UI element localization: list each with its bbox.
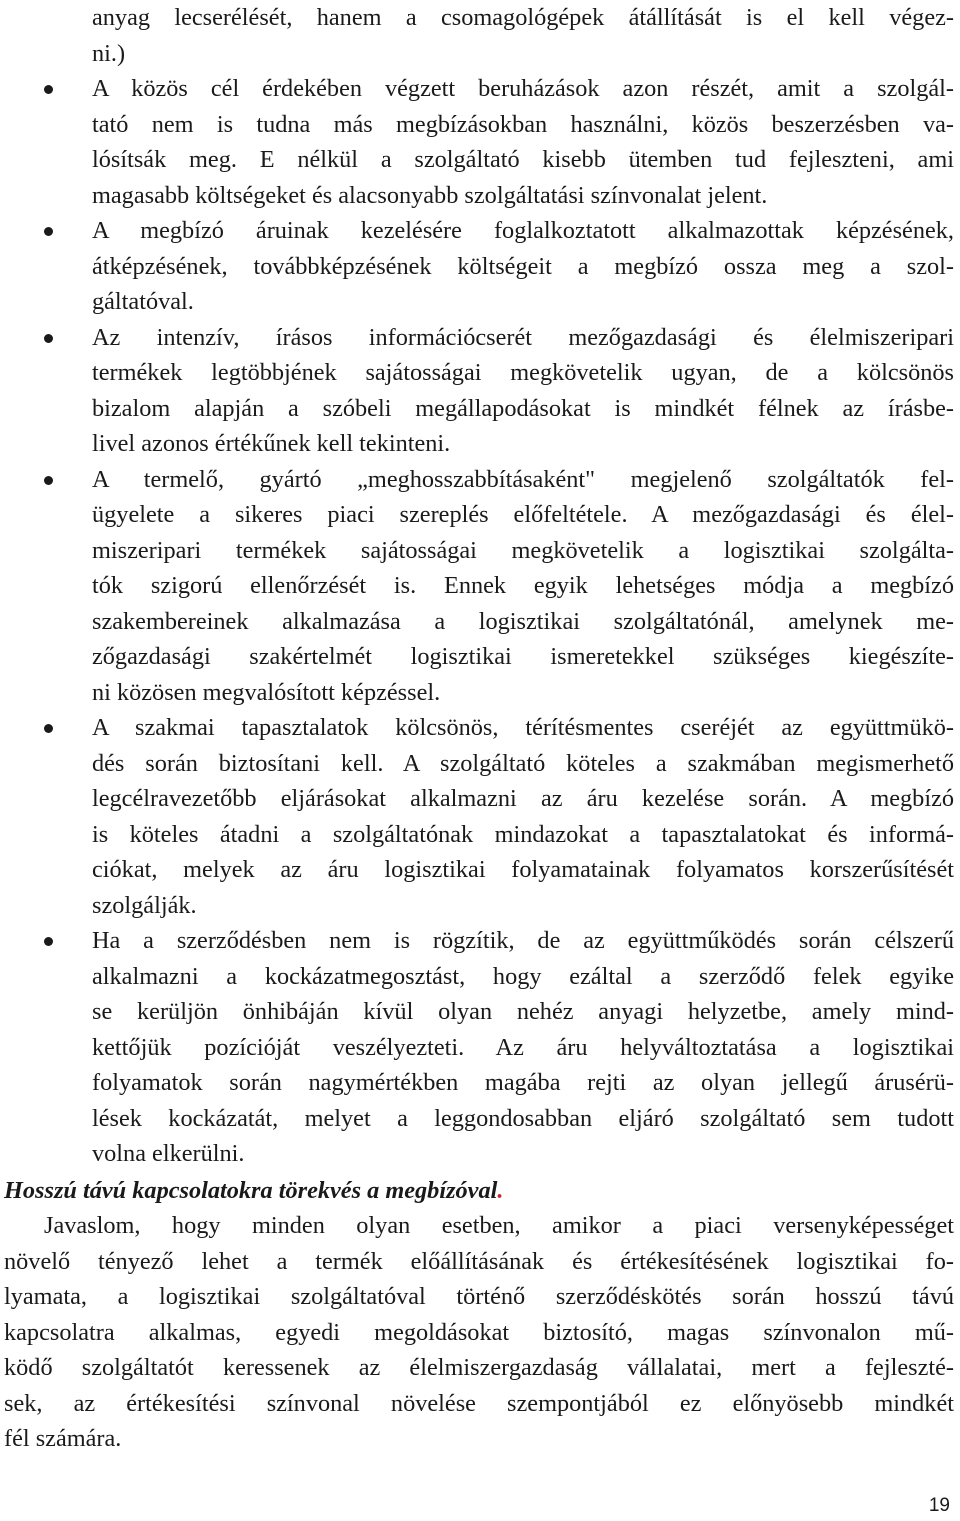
body-paragraph: [4, 1208, 954, 1457]
bullet-line: magasabb költségeket és alacsonyabb szolgáltatási színvonalat jelent.: [92, 181, 768, 209]
bullet-dot-icon: [44, 476, 53, 485]
bullet-line: legcélravezetőbb eljárásokat alkalmazni az áru kezelése során. A megbízó: [92, 785, 954, 812]
bullet-line: ügyelete a sikeres piaci szereplés előfeltétele. A mezőgazdasági és élel-: [92, 501, 954, 528]
bullet-line: Ha a szerződésben nem is rögzítik, de az együttműködés során célszerű: [92, 927, 954, 954]
bullet-line: lósítsák meg. E nélkül a szolgáltató kisebb ütemben tud fejleszteni, ami: [92, 146, 954, 173]
bullet-line: szolgálják.: [92, 891, 197, 919]
bullet-line: kettőjük pozícióját veszélyezteti. Az áru helyváltoztatása a logisztikai: [92, 1033, 954, 1061]
bullet-line: is köteles átadni a szolgáltatónak mindazokat a tapasztalatokat és informá-: [92, 820, 954, 848]
bullet-dot-icon: [44, 85, 53, 94]
bullet-line: zőgazdasági szakértelmét logisztikai ismeretekkel szükséges kiegészíte-: [92, 643, 954, 670]
body-line: Javaslom, hogy minden olyan esetben, amikor a piaci versenyképességet: [44, 1212, 954, 1239]
body-line: növelő tényező lehet a termék előállításának és értékesítésének logisztikai fo-: [4, 1247, 954, 1275]
bullet-dot-icon: [44, 227, 53, 236]
body-line: fél számára.: [4, 1425, 122, 1452]
bullet-line: volna elkerülni.: [92, 1140, 245, 1167]
bullet-dot-icon: [44, 334, 53, 343]
body-line: kapcsolatra alkalmas, egyedi megoldásokat biztosító, magas színvonalon mű-: [4, 1318, 954, 1346]
bullet-line: termékek legtöbbjének sajátosságai megkövetelik ugyan, de a kölcsönös: [92, 359, 954, 386]
bullet-line: átképzésének, továbbképzésének költségeit a megbízó ossza meg a szol-: [92, 252, 954, 280]
bullet-line: bizalom alapján a szóbeli megállapodásokat is mindkét félnek az írásbe-: [92, 394, 954, 422]
body-line: ködő szolgáltatót keressenek az élelmiszergazdaság vállalatai, mert a fejleszté-: [4, 1354, 954, 1381]
body-line: sek, az értékesítési színvonal növelése szempontjából ez előnyösebb mindkét: [4, 1389, 954, 1417]
bullet-line: szakembereinek alkalmazása a logisztikai szolgáltatónál, amelynek me-: [92, 607, 954, 635]
bullet-line: alkalmazni a kockázatmegosztást, hogy ezáltal a szerződő felek egyike: [92, 962, 954, 990]
section-title-period: .: [497, 1177, 504, 1204]
bullet-line: A közös cél érdekében végzett beruházások azon részét, amit a szolgál-: [92, 75, 954, 102]
bullet-line: folyamatok során nagymértékben magába rejti az olyan jellegű árusérü-: [92, 1069, 954, 1096]
bullet-line: gáltatóval.: [92, 288, 194, 315]
bullet-dot-icon: [44, 724, 53, 733]
section-title-text: Hosszú távú kapcsolatokra törekvés a megbízóval: [4, 1177, 498, 1204]
bullet-line: Az intenzív, írásos információcserét mezőgazdasági és élelmiszeripari: [92, 323, 954, 351]
bullet-line: miszeripari termékek sajátosságai megkövetelik a logisztikai szolgálta-: [92, 536, 954, 564]
bullet-line: dés során biztosítani kell. A szolgáltató köteles a szakmában megismerhető: [92, 749, 954, 777]
bullet-line: se kerüljön önhibáján kívül olyan nehéz anyagi helyzetbe, amely mind-: [92, 998, 954, 1025]
bullet-line: A termelő, gyártó „meghosszabbításaként" megjelenő szolgáltatók fel-: [92, 465, 954, 493]
bullet-line: tók szigorú ellenőrzését is. Ennek egyik lehetséges módja a megbízó: [92, 572, 954, 599]
bullet-line: livel azonos értékűnek kell tekinteni.: [92, 430, 451, 457]
bullet-line: ni közösen megvalósított képzéssel.: [92, 678, 441, 706]
continuation-line: anyag lecserélését, hanem a csomagológépek átállítását is el kell végez-: [92, 4, 954, 31]
page-number: 19: [928, 1495, 950, 1516]
bullet-line: ciókat, melyek az áru logisztikai folyamatainak folyamatos korszerűsítését: [92, 856, 954, 883]
body-line: lyamata, a logisztikai szolgáltatóval történő szerződéskötés során hosszú távú: [4, 1283, 954, 1310]
section-title: [4, 1173, 503, 1209]
bullet-line: tató nem is tudna más megbízásokban használni, közös beszerzésben va-: [92, 110, 954, 138]
continuation-line: ni.): [92, 39, 126, 67]
bullet-line: A szakmai tapasztalatok kölcsönös, térítésmentes cseréjét az együttmükö-: [92, 714, 954, 741]
bullet-dot-icon: [44, 937, 53, 946]
bullet-line: lések kockázatát, melyet a leggondosabban eljáró szolgáltató sem tudott: [92, 1104, 954, 1132]
bullet-line: A megbízó áruinak kezelésére foglalkoztatott alkalmazottak képzésének,: [92, 217, 954, 244]
